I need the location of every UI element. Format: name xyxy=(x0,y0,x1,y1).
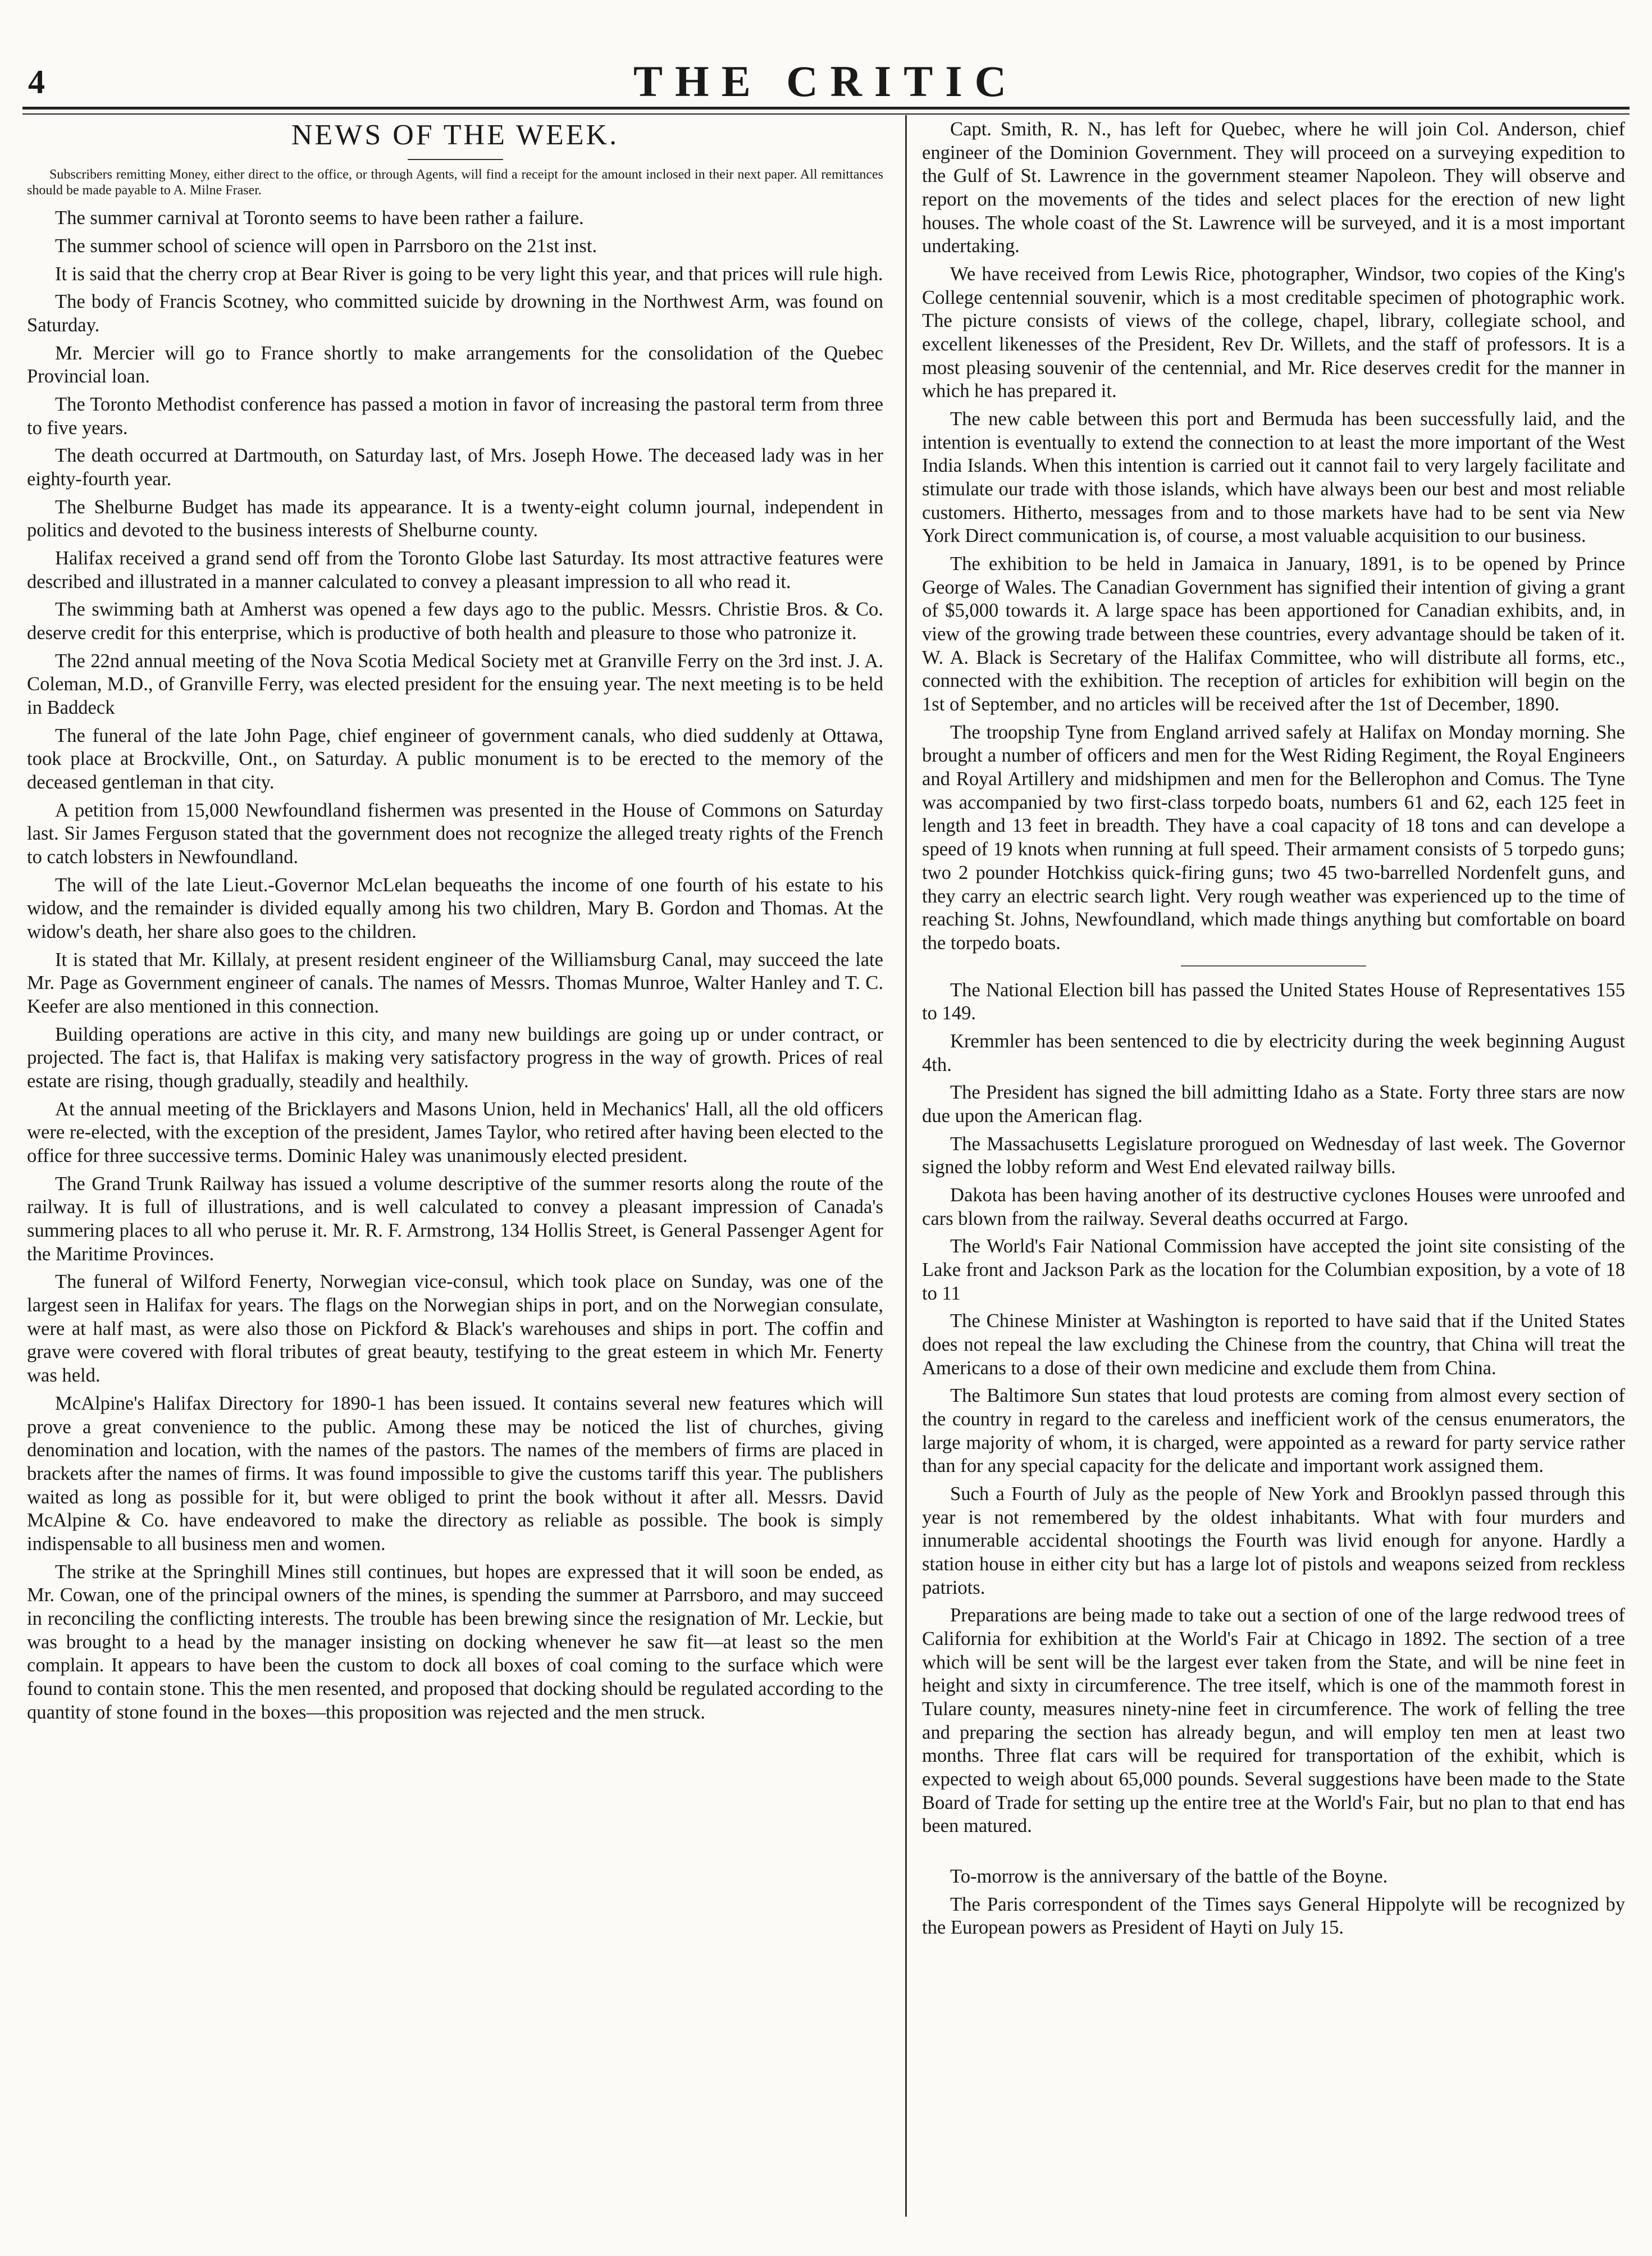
news-item: The Chinese Minister at Washington is reported to have said that if the United States does not repeal the law excluding the Chinese from the country, that China will treat the Americans to a dose of their own medicine and exclude them from China. xyxy=(922,1310,1625,1379)
news-item: The new cable between this port and Bermuda has been successfully laid, and the intention is eventually to extend the connection to at least the more important of the West India Islands. When this intention is carried out it cannot fail to very largely facilitate and stimulate our trade with those islands, which have always been our best and most reliable customers. Hitherto, messages from and to those markets have had to be sent via New York Direct communication is, of course, a most valuable acquisition to our business. xyxy=(922,408,1625,547)
spacer xyxy=(922,1843,1625,1865)
right-news-list-local xyxy=(922,118,1625,955)
news-item: To-morrow is the anniversary of the battle of the Boyne. xyxy=(950,1866,1388,1888)
news-item: The exhibition to be held in Jamaica in January, 1891, is to be opened by Prince George of Wales. The Canadian Government has signified their intention of giving a grant of $5,000 towards it. A large space has been apportioned for Canadian exhibits, and, in view of the growing trade between these countries, every advantage should be taken of it. W. A. Black is Secretary of the Halifax Committee, who will distribute all forms, etc., connected with the exhibition. The reception of articles for exhibition will begin on the 1st of September, and no articles will be received after the 1st of December, 1890. xyxy=(922,553,1625,715)
news-item: Mr. Mercier will go to France shortly to make arrangements for the consolidation of the Quebec Provincial loan. xyxy=(27,342,883,388)
column-divider xyxy=(905,115,907,2217)
right-column xyxy=(922,118,1625,1944)
news-item: The summer carnival at Toronto seems to have been rather a failure. xyxy=(55,207,584,229)
news-item: We have received from Lewis Rice, photographer, Windsor, two copies of the King's College centennial souvenir, which is a most creditable specimen of photographic work. The picture consists of views of the college, chapel, library, collegiate school, and excellent likenesses of the President, Rev Dr. Willets, and the staff of professors. It is a most pleasing souvenir of the centennial, and Mr. Rice deserves credit for the manner in which he has prepared it. xyxy=(922,263,1625,402)
news-item: Dakota has been having another of its destructive cyclones Houses were unroofed and cars blown from the railway. Several deaths occurred at Fargo. xyxy=(922,1184,1625,1229)
news-item: It is said that the cherry crop at Bear River is going to be very light this year, and that prices will rule high. xyxy=(55,263,883,285)
section-separator xyxy=(1181,965,1366,967)
news-item: The Massachusetts Legislature prorogued on Wednesday of last week. The Governor signed the lobby reform and West End elevated railway bills. xyxy=(922,1133,1625,1178)
news-item: The Grand Trunk Railway has issued a volume descriptive of the summer resorts along the route of the railway. It is full of illustrations, and is well calculated to convey a pleasant impression of Canada's summering places to all who peruse it. Mr. R. F. Armstrong, 134 Hollis Street, is General Passenger Agent for the Maritime Provinces. xyxy=(27,1173,883,1265)
news-item: It is stated that Mr. Killaly, at present resident engineer of the Williamsburg Canal, may succeed the late Mr. Page as Government engineer of canals. The names of Messrs. Thomas Munroe, Walter Hanley and T. C. Keefer are also mentioned in this connection. xyxy=(27,949,883,1018)
news-item: Capt. Smith, R. N., has left for Quebec, where he will join Col. Anderson, chief engineer of the Dominion Government. They will proceed on a surveying expedition to the Gulf of St. Lawrence in the government steamer Napoleon. They will observe and report on the movements of the tides and select places for the erection of new light houses. The whole coast of the St. Lawrence will be surveyed, and it is a most important undertaking. xyxy=(922,119,1625,257)
left-news-list xyxy=(27,207,883,1724)
news-item: The troopship Tyne from England arrived safely at Halifax on Monday morning. She brought a number of officers and men for the West Riding Regiment, the Royal Engineers and Royal Artillery and midshipmen and men for the Bellerophon and Comus. The Tyne was accompanied by two first-class torpedo boats, numbers 61 and 62, each 125 feet in length and 13 feet in breadth. They have a coal capacity of 18 tons and can develope a speed of 19 knots when running at full speed. Their armament consists of 5 torpedo guns; two 2 pounder Hotchkiss quick-firing guns; two 45 two-barrelled Nordenfelt guns, and they carry an electric search light. Very rough weather was experienced up to the time of reaching St. Johns, Newfoundland, which made things anything but comfortable on board the torpedo boats. xyxy=(922,721,1625,954)
news-item: McAlpine's Halifax Directory for 1890-1 has been issued. It contains several new features which will prove a great convenience to the public. Among these may be noticed the list of churches, giving denomination and location, with the names of the pastors. The names of the members of firms are placed in brackets after the names of firms. It was found impossible to give the customs tariff this year. The publishers waited as long as possible for it, but were obliged to print the book without it after all. Messrs. David McAlpine & Co. have endeavored to make the directory as reliable as possible. The book is simply indispensable to all business men and women. xyxy=(27,1392,883,1555)
news-item: The 22nd annual meeting of the Nova Scotia Medical Society met at Granville Ferry on the 3rd inst. J. A. Coleman, M.D., of Granville Ferry, was elected president for the ensuing year. The next meeting is to be held in Baddeck xyxy=(27,650,883,719)
news-item: The strike at the Springhill Mines still continues, but hopes are expressed that it will soon be ended, as Mr. Cowan, one of the principal owners of the mines, is spending the summer at Parrsboro, and may succeed in reconciling the conflicting interests. The trouble has been brewing since the resignation of Mr. Leckie, but was brought to a head by the manager insisting on docking whenever he saw fit—at least so the men complain. It appears to have been the custom to dock all boxes of coal coming to the surface which were found to contain stone. This the men resented, and proposed that docking should be regulated according to the quantity of stone found in the boxes—this proposition was rejected and the men struck. xyxy=(27,1561,883,1723)
news-item: At the annual meeting of the Bricklayers and Masons Union, held in Mechanics' Hall, all the old officers were re-elected, with the exception of the president, James Taylor, who retired after having been elected to the office for three successive terms. Dominic Haley was unanimously elected president. xyxy=(27,1098,883,1167)
right-news-list-us xyxy=(922,979,1625,1839)
news-item: Halifax received a grand send off from the Toronto Globe last Saturday. Its most attractive features were described and illustrated in a manner calculated to convey a pleasant impression to all who read it. xyxy=(27,547,883,593)
news-item: Kremmler has been sentenced to die by electricity during the week beginning August 4th. xyxy=(922,1030,1625,1075)
right-news-list-final xyxy=(922,1865,1625,1940)
news-item: The swimming bath at Amherst was opened a few days ago to the public. Messrs. Christie Bros. & Co. deserve credit for this enterprise, which is productive of both health and pleasure to those who patronize it. xyxy=(27,599,883,644)
news-item: The Toronto Methodist conference has passed a motion in favor of increasing the pastoral term from three to five years. xyxy=(27,393,883,439)
masthead-rule-thick xyxy=(22,107,1630,110)
heading-rule xyxy=(408,159,503,160)
news-item: A petition from 15,000 Newfoundland fishermen was presented in the House of Commons on Saturday last. Sir James Ferguson stated that the government does not recognize the alleged treaty rights of the French to catch lobsters in Newfoundland. xyxy=(27,799,883,868)
section-heading: NEWS OF THE WEEK. xyxy=(291,119,619,151)
subscription-notice: Subscribers remitting Money, either direct to the office, or through Agents, will find a receipt for the amount inclosed in their next paper. All remittances should be made payable to A. Milne Fraser. xyxy=(27,167,883,198)
news-item: Preparations are being made to take out a section of one of the large redwood trees of California for exhibition at the World's Fair at Chicago in 1892. The section of a tree which will be sent will be the largest ever taken from the State, and will be nine feet in height and sixty in circumference. The tree itself, which is one of the mammoth forest in Tulare county, measures ninety-nine feet in circumference. The work of felling the tree and preparing the section has already begun, and will employ ten men at least two months. Three flat cars will be required for transportation of the exhibit, which is expected to weigh about 65,000 pounds. Several suggestions have been made to the State Board of Trade for setting up the entire tree at the World's Fair, but no plan to that end has been matured. xyxy=(922,1605,1625,1837)
news-item: The death occurred at Dartmouth, on Saturday last, of Mrs. Joseph Howe. The deceased lady was in her eighty-fourth year. xyxy=(27,445,883,490)
news-item: The summer school of science will open in Parrsboro on the 21st inst. xyxy=(55,235,597,257)
page-number: 4 xyxy=(28,63,45,101)
left-column xyxy=(27,118,883,1729)
masthead-title: THE CRITIC xyxy=(633,57,1019,106)
news-item: The funeral of Wilford Fenerty, Norwegian vice-consul, which took place on Sunday, was one of the largest seen in Halifax for years. The flags on the Norwegian ships in port, and on the Norwegian consulate, were at half mast, as were also those on Pickford & Black's warehouses and ships in port. The coffin and grave were covered with floral tributes of great beauty, testifying to the great esteem in which Mr. Fenerty was held. xyxy=(27,1271,883,1387)
news-item: Building operations are active in this city, and many new buildings are going up or under contract, or projected. The fact is, that Halifax is making very satisfactory progress in the way of growth. Prices of real estate are rising, though gradually, steadily and healthily. xyxy=(27,1023,883,1092)
news-item: The Shelburne Budget has made its appearance. It is a twenty-eight column journal, independent in politics and devoted to the business interests of Shelburne county. xyxy=(27,496,883,541)
news-item: The National Election bill has passed the United States House of Representatives 155 to 149. xyxy=(922,979,1625,1024)
news-item: The funeral of the late John Page, chief engineer of government canals, who died suddenly at Ottawa, took place at Brockville, Ont., on Saturday. A public monument is to be erected to the memory of the deceased gentleman in that city. xyxy=(27,724,883,794)
news-item: The body of Francis Scotney, who committed suicide by drowning in the Northwest Arm, was found on Saturday. xyxy=(27,291,883,336)
news-item: The Baltimore Sun states that loud protests are coming from almost every section of the country in regard to the careless and inefficient work of the census enumerators, the large majority of whom, it is charged, were appointed as a reward for party service rather than for any special capacity for the delicate and important work assigned them. xyxy=(922,1385,1625,1477)
masthead-rule-thin xyxy=(22,113,1630,115)
news-item: The President has signed the bill admitting Idaho as a State. Forty three stars are now due upon the American flag. xyxy=(922,1082,1625,1127)
news-item: The World's Fair National Commission have accepted the joint site consisting of the Lake front and Jackson Park as the location for the Columbian exposition, by a vote of 18 to 11 xyxy=(922,1236,1625,1304)
news-item: Such a Fourth of July as the people of New York and Brooklyn passed through this year is not remembered by the oldest inhabitants. What with four murders and innumerable accidental shootings the Fourth was livid enough for anyone. Hardly a station house in either city but has a large lot of pistols and weapons seized from reckless patriots. xyxy=(922,1483,1625,1598)
news-item: The Paris correspondent of the Times says General Hippolyte will be recognized by the European powers as President of Hayti on July 15. xyxy=(922,1893,1625,1939)
news-item: The will of the late Lieut.-Governor McLelan bequeaths the income of one fourth of his estate to his widow, and the remainder is divided equally among his two children, Mary B. Gordon and Thomas. At the widow's death, her share also goes to the children. xyxy=(27,874,883,943)
